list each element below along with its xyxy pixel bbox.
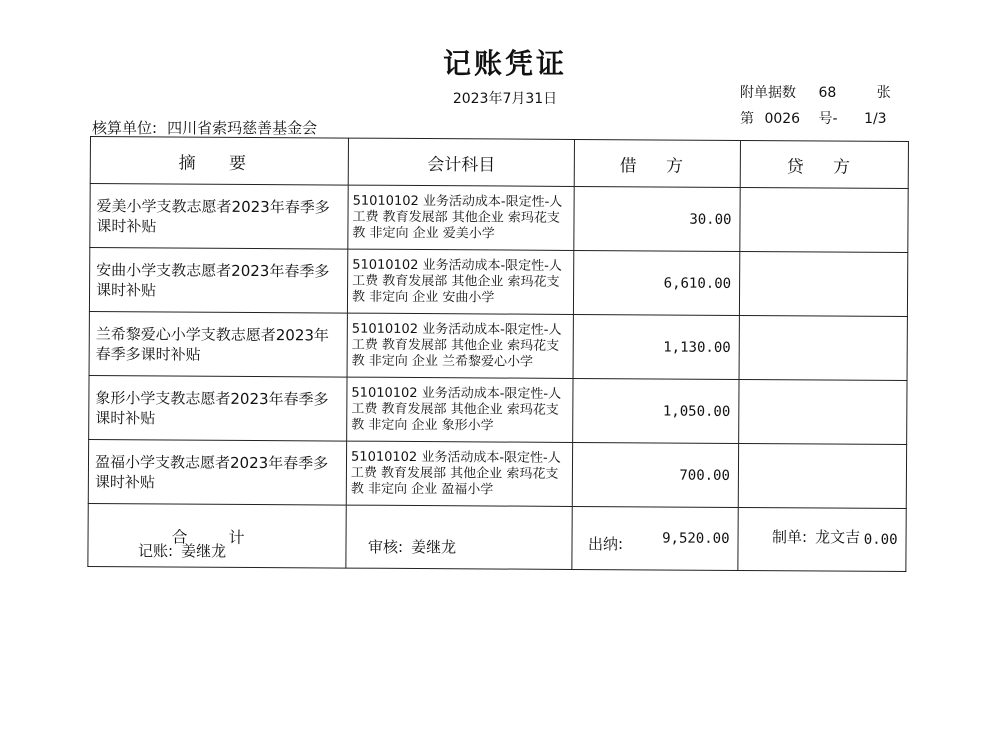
voucher-date: 2023年7月31日 — [452, 91, 558, 107]
auditor-name: 姜继龙 — [411, 538, 457, 556]
voucher-table — [87, 136, 909, 572]
bookkeeper-name: 姜继龙 — [181, 542, 227, 560]
row-credit — [738, 443, 906, 508]
attachments-info — [740, 82, 891, 102]
debit-header: 借 方 — [574, 139, 740, 187]
unit-name: 四川省索玛慈善基金会 — [167, 119, 318, 137]
row-credit — [739, 315, 907, 380]
unit-label: 核算单位: — [92, 119, 158, 137]
bookkeeper-label: 记账: — [138, 542, 174, 560]
table-row — [90, 184, 908, 253]
row-account: 51010102 业务活动成本-限定性-人工费 教育发展部 其他企业 索玛花支教 非定向 企业 安曲小学 — [347, 249, 573, 314]
cashier-label: 出纳: — [588, 535, 624, 553]
preparer-name: 龙文吉 — [815, 528, 861, 546]
summary-header: 摘 要 — [90, 137, 348, 186]
row-credit — [739, 379, 907, 444]
attachments-label: 附单据数 — [740, 85, 796, 101]
row-credit — [739, 251, 907, 316]
account-header: 会计科目 — [348, 138, 574, 186]
row-summary: 安曲小学支教志愿者2023年春季多课时补贴 — [89, 248, 347, 314]
table-row — [89, 311, 907, 380]
table-row — [89, 248, 907, 317]
table-row — [89, 375, 907, 444]
total-label: 合 计 — [88, 503, 346, 568]
row-summary: 象形小学支教志愿者2023年春季多课时补贴 — [89, 375, 347, 441]
cashier-signature — [588, 533, 631, 554]
total-debit: 9,520.00 — [572, 506, 738, 570]
number-prefix: 第 — [740, 111, 754, 127]
bookkeeper-signature — [138, 540, 226, 561]
row-account: 51010102 业务活动成本-限定性-人工费 教育发展部 其他企业 索玛花支教 非定向 企业 盈福小学 — [346, 441, 572, 506]
auditor-signature — [368, 536, 456, 557]
row-account: 51010102 业务活动成本-限定性-人工费 教育发展部 其他企业 索玛花支教 非定向 企业 兰希黎爱心小学 — [347, 313, 573, 378]
row-debit: 1,130.00 — [573, 314, 739, 379]
attachments-unit: 张 — [876, 85, 891, 101]
voucher-number-info — [740, 108, 887, 128]
preparer-label: 制单: — [772, 528, 808, 546]
row-account: 51010102 业务活动成本-限定性-人工费 教育发展部 其他企业 索玛花支教 非定向 企业 象形小学 — [347, 377, 573, 442]
row-credit — [740, 187, 908, 252]
row-debit: 700.00 — [572, 442, 738, 507]
row-debit: 30.00 — [574, 186, 740, 251]
table-row — [88, 439, 906, 508]
row-summary: 盈福小学支教志愿者2023年春季多课时补贴 — [88, 439, 346, 505]
attachments-count: 68 — [818, 85, 837, 101]
row-account: 51010102 业务活动成本-限定性-人工费 教育发展部 其他企业 索玛花支教 非定向 企业 爱美小学 — [348, 185, 574, 250]
auditor-label: 审核: — [368, 538, 404, 556]
row-debit: 6,610.00 — [573, 250, 739, 315]
voucher-title: 记账凭证 — [442, 47, 567, 80]
accounting-unit — [92, 117, 317, 138]
total-credit: 0.00 — [738, 507, 906, 571]
number-suffix: 号- — [818, 111, 838, 127]
voucher-number: 0026 — [764, 111, 801, 127]
row-debit: 1,050.00 — [573, 378, 739, 443]
table-header-row — [90, 137, 908, 189]
row-summary: 爱美小学支教志愿者2023年春季多课时补贴 — [90, 184, 348, 250]
preparer-signature — [772, 526, 860, 547]
voucher-page-number: 1/3 — [864, 111, 887, 127]
row-summary: 兰希黎爱心小学支教志愿者2023年春季多课时补贴 — [89, 311, 347, 377]
credit-header: 贷 方 — [740, 140, 908, 188]
